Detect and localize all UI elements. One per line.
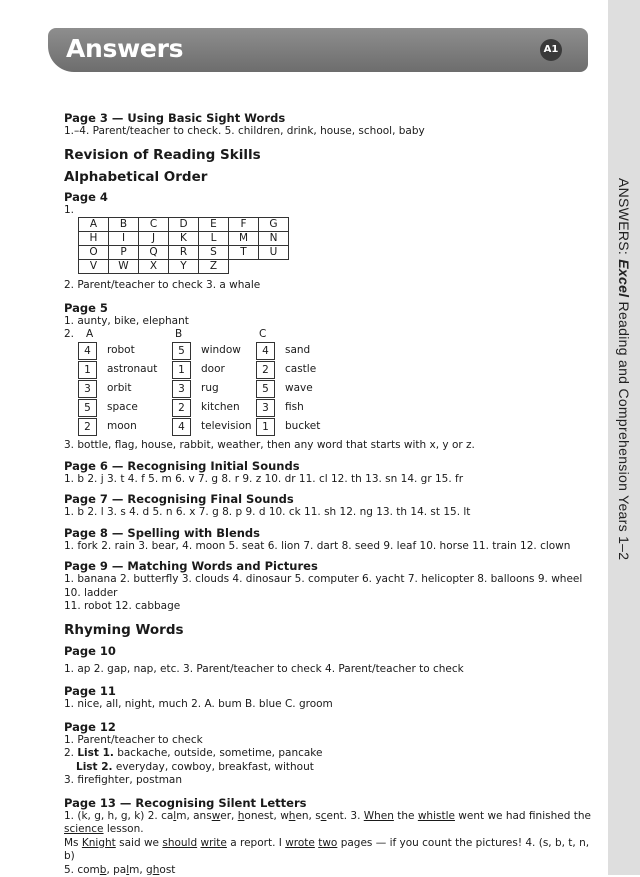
order-number-box: 4 xyxy=(172,418,191,436)
grid-row xyxy=(79,246,289,260)
section-heading: Page 9 — Matching Words and Pictures xyxy=(64,559,594,573)
order-number-box: 5 xyxy=(172,342,191,360)
order-word: bucket xyxy=(285,420,320,434)
grid-cell: S xyxy=(199,246,229,260)
grid-cell: T xyxy=(229,246,259,260)
order-number-box: 5 xyxy=(78,399,97,417)
grid-row xyxy=(79,218,289,232)
section-title: Alphabetical Order xyxy=(64,169,594,186)
order-word: door xyxy=(201,363,225,377)
grid-cell: D xyxy=(169,218,199,232)
grid-cell xyxy=(259,260,289,274)
grid-cell: V xyxy=(79,260,109,274)
order-number-box: 2 xyxy=(256,361,275,379)
column-c xyxy=(256,341,346,436)
grid-row xyxy=(79,232,289,246)
order-number-box: 2 xyxy=(78,418,97,436)
answer-text: 2. xyxy=(64,328,86,341)
order-number-box: 3 xyxy=(256,399,275,417)
ordering-row xyxy=(172,360,256,379)
grid-cell xyxy=(229,260,259,274)
order-word: window xyxy=(201,344,241,358)
grid-cell: A xyxy=(79,218,109,232)
order-word: rug xyxy=(201,382,219,396)
order-number-box: 4 xyxy=(78,342,97,360)
order-word: fish xyxy=(285,401,304,415)
ordering-row xyxy=(172,398,256,417)
answer-text: 1. aunty, bike, elephant xyxy=(64,315,594,329)
section-heading: Page 10 xyxy=(64,644,594,658)
column-a xyxy=(78,341,172,436)
answer-text: 2. List 1. backache, outside, sometime, pancake xyxy=(64,747,594,761)
answer-text: 1.–4. Parent/teacher to check. 5. children, drink, house, school, baby xyxy=(64,125,594,139)
column-b xyxy=(172,341,256,436)
grid-cell: R xyxy=(169,246,199,260)
ordering-row xyxy=(256,417,346,436)
ordering-row xyxy=(256,398,346,417)
answer-text: 1. b 2. l 3. s 4. d 5. n 6. x 7. g 8. p 9. d 10. ck 11. sh 12. ng 13. th 14. st 15. lt xyxy=(64,506,594,520)
grid-row xyxy=(79,260,289,274)
grid-cell: C xyxy=(139,218,169,232)
column-label: C xyxy=(259,328,266,341)
ordering-row xyxy=(78,417,172,436)
answer-text: 1. b 2. j 3. t 4. f 5. m 6. v 7. g 8. r 9. z 10. dr 11. cl 12. th 13. sn 14. gr 15. fr xyxy=(64,473,594,487)
grid-cell: G xyxy=(259,218,289,232)
grid-cell: E xyxy=(199,218,229,232)
sidebar-running-title: ANSWERS: Excel Reading and Comprehension Years 1–2 xyxy=(616,178,632,560)
answer-text: 1. (k, g, h, g, k) 2. calm, answer, honest, when, scent. 3. When the whistle went we had finished the science lesson. xyxy=(64,810,594,837)
grid-cell: H xyxy=(79,232,109,246)
grid-cell: W xyxy=(109,260,139,274)
answer-text: Ms Knight said we should write a report. I wrote two pages — if you count the pictures! 4. (s, b, t, n, b) xyxy=(64,837,594,864)
column-label: B xyxy=(175,328,259,341)
grid-cell: J xyxy=(139,232,169,246)
answer-text: 1. fork 2. rain 3. bear, 4. moon 5. seat 6. lion 7. dart 8. seed 9. leaf 10. horse 11. train 12. clown xyxy=(64,540,594,554)
order-word: astronaut xyxy=(107,363,157,377)
ordering-columns xyxy=(64,341,594,436)
order-number-box: 1 xyxy=(172,361,191,379)
answer-text: 1. xyxy=(64,204,594,218)
ordering-row xyxy=(78,398,172,417)
answer-text: 2. Parent/teacher to check 3. a whale xyxy=(64,279,594,293)
section-heading: Page 6 — Recognising Initial Sounds xyxy=(64,459,594,473)
grid-cell: I xyxy=(109,232,139,246)
ordering-row xyxy=(172,341,256,360)
grid-cell: Z xyxy=(199,260,229,274)
answer-text: List 2. everyday, cowboy, breakfast, without xyxy=(64,761,594,775)
answers-content xyxy=(64,111,594,877)
section-heading: Page 11 xyxy=(64,684,594,698)
order-number-box: 3 xyxy=(172,380,191,398)
grid-cell: Q xyxy=(139,246,169,260)
answer-text: 3. bottle, flag, house, rabbit, weather, then any word that starts with x, y or z. xyxy=(64,439,594,453)
order-word: television xyxy=(201,420,252,434)
grid-cell: P xyxy=(109,246,139,260)
grid-cell: Y xyxy=(169,260,199,274)
section-heading: Page 3 — Using Basic Sight Words xyxy=(64,111,594,125)
order-word: robot xyxy=(107,344,135,358)
ordering-row xyxy=(172,417,256,436)
section-heading: Page 4 xyxy=(64,190,594,204)
order-number-box: 1 xyxy=(256,418,275,436)
grid-cell: U xyxy=(259,246,289,260)
section-heading: Page 13 — Recognising Silent Letters xyxy=(64,796,594,810)
section-heading: Page 7 — Recognising Final Sounds xyxy=(64,492,594,506)
order-word: castle xyxy=(285,363,316,377)
order-number-box: 5 xyxy=(256,380,275,398)
grid-cell: F xyxy=(229,218,259,232)
ordering-row xyxy=(78,360,172,379)
ordering-row xyxy=(256,360,346,379)
grid-cell: O xyxy=(79,246,109,260)
answer-text: 1. nice, all, night, much 2. A. bum B. blue C. groom xyxy=(64,698,594,712)
section-badge: A1 xyxy=(540,39,562,61)
page-title: Answers xyxy=(66,34,183,63)
grid-cell: X xyxy=(139,260,169,274)
ordering-row xyxy=(172,379,256,398)
order-number-box: 3 xyxy=(78,380,97,398)
answer-text: 3. firefighter, postman xyxy=(64,774,594,788)
order-number-box: 4 xyxy=(256,342,275,360)
grid-cell: N xyxy=(259,232,289,246)
order-word: sand xyxy=(285,344,310,358)
column-label: A xyxy=(86,328,175,341)
order-number-box: 1 xyxy=(78,361,97,379)
order-word: moon xyxy=(107,420,137,434)
answer-text: 1. banana 2. butterfly 3. clouds 4. dinosaur 5. computer 6. yacht 7. helicopter 8. balloons 9. wheel 10. ladder xyxy=(64,573,594,600)
header-banner xyxy=(48,28,588,72)
alphabet-grid xyxy=(78,217,289,274)
section-heading: Page 12 xyxy=(64,720,594,734)
section-heading: Page 8 — Spelling with Blends xyxy=(64,526,594,540)
grid-cell: B xyxy=(109,218,139,232)
grid-cell: L xyxy=(199,232,229,246)
answer-text: 5. comb, palm, ghost xyxy=(64,864,594,877)
ordering-row xyxy=(78,341,172,360)
answer-text: 1. Parent/teacher to check xyxy=(64,734,594,748)
order-number-box: 2 xyxy=(172,399,191,417)
order-word: wave xyxy=(285,382,313,396)
grid-cell: K xyxy=(169,232,199,246)
section-title: Revision of Reading Skills xyxy=(64,147,594,164)
order-word: space xyxy=(107,401,138,415)
order-word: kitchen xyxy=(201,401,240,415)
section-heading: Page 5 xyxy=(64,301,594,315)
ordering-row xyxy=(256,379,346,398)
answer-text: 1. ap 2. gap, nap, etc. 3. Parent/teacher to check 4. Parent/teacher to check xyxy=(64,663,594,677)
answer-text: 11. robot 12. cabbage xyxy=(64,600,594,614)
grid-cell: M xyxy=(229,232,259,246)
order-word: orbit xyxy=(107,382,131,396)
ordering-row xyxy=(256,341,346,360)
ordering-row xyxy=(78,379,172,398)
section-title: Rhyming Words xyxy=(64,622,594,639)
